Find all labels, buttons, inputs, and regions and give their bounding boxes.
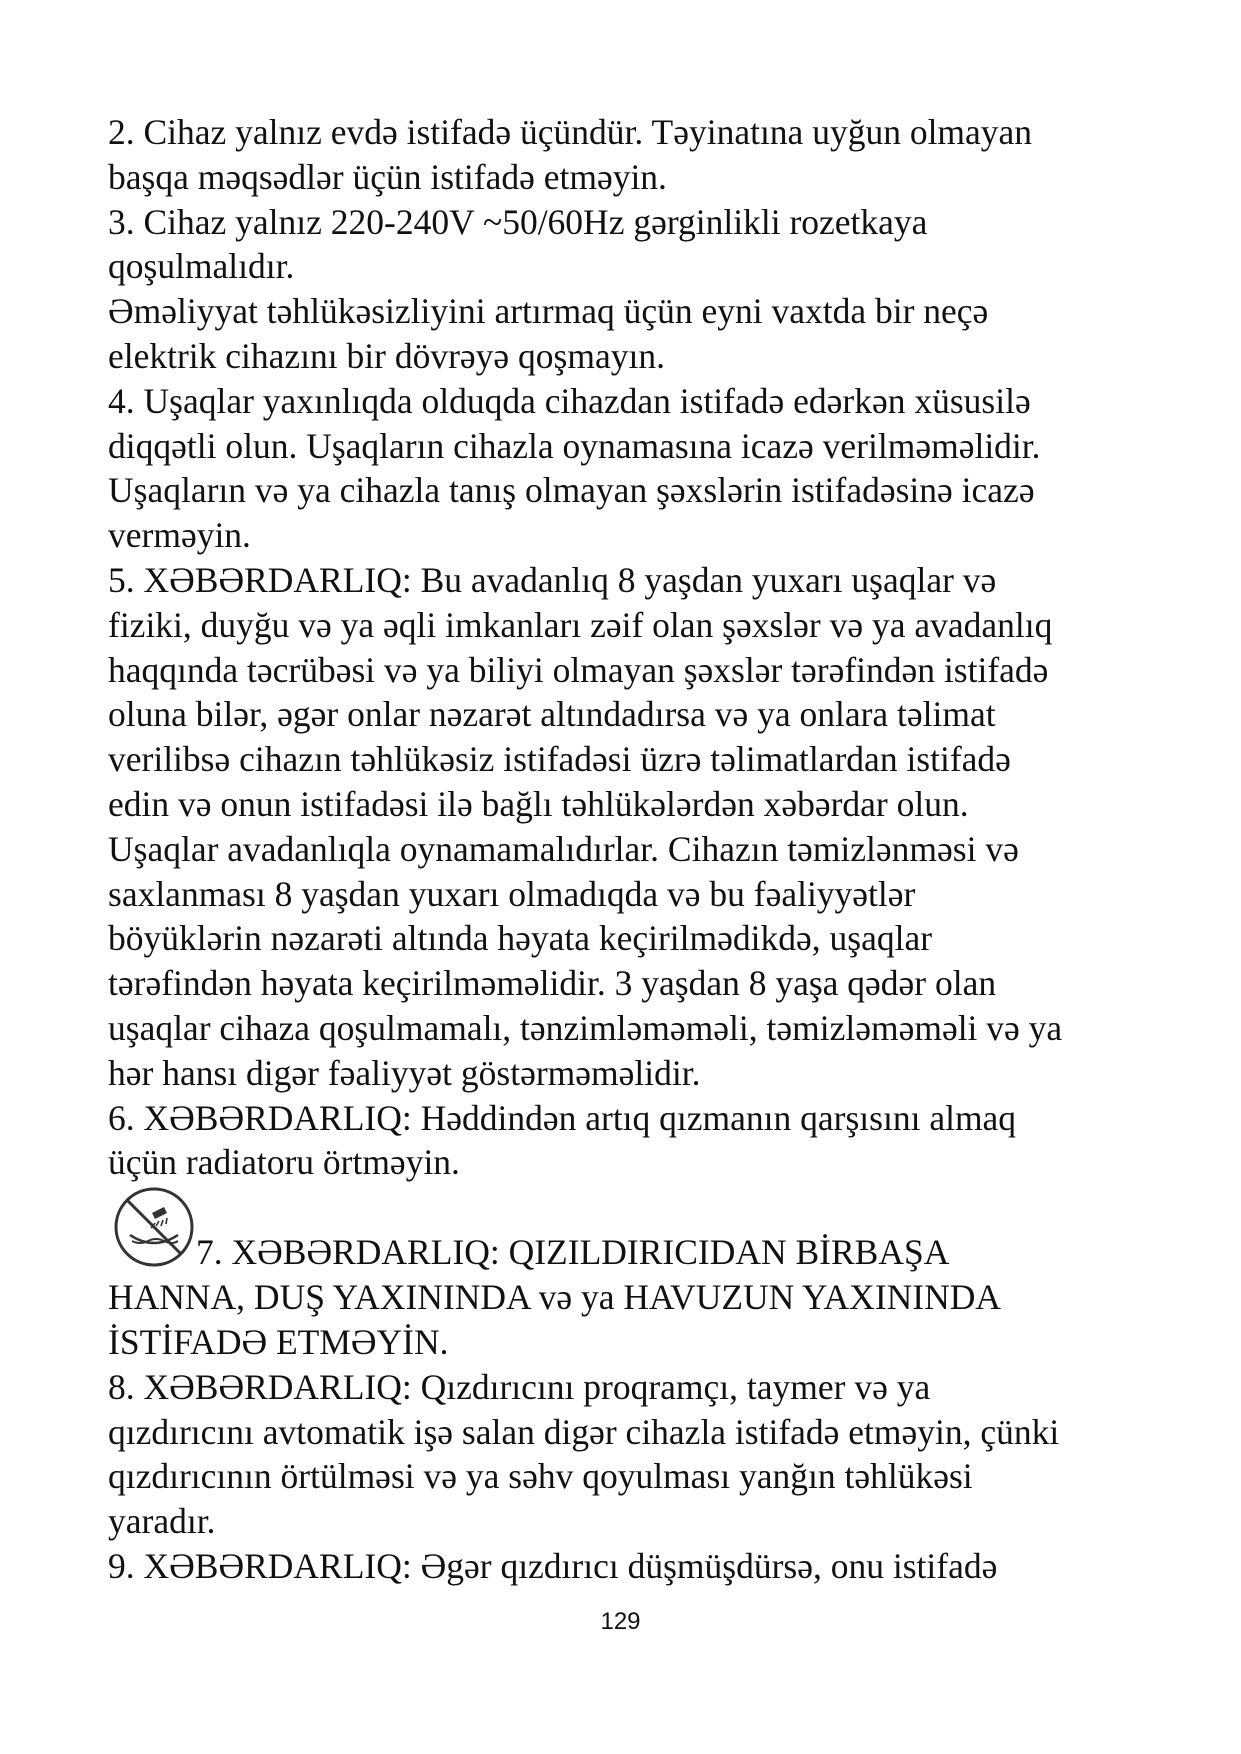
text-line: edin və onun istifadəsi ilə bağlı təhlükələrdən xəbərdar olun.: [108, 783, 969, 824]
text-line: Əməliyyat təhlükəsizliyini artırmaq üçün eyni vaxtda bir neçə: [108, 291, 989, 332]
text-line: saxlanması 8 yaşdan yuxarı olmadıqda və bu fəaliyyətlər: [108, 873, 916, 914]
text-line: Uşaqlar avadanlıqla oynamamalıdırlar. Cihazın təmizlənməsi və: [108, 828, 1019, 869]
text-line: hər hansı digər fəaliyyət göstərməməlidir.: [108, 1052, 701, 1093]
text-line: HANNA, DUŞ YAXININDA və ya HAVUZUN YAXININDA: [108, 1277, 1002, 1318]
text-line: qoşulmalıdır.: [108, 246, 295, 287]
text-line: 8. XƏBƏRDARLIQ: Qızdırıcını proqramçı, taymer və ya: [108, 1366, 931, 1407]
warning-7-block: [108, 1185, 1168, 1275]
text-line: verməyin.: [108, 515, 251, 556]
text-line: tərəfindən həyata keçirilməməlidir. 3 yaşdan 8 yaşa qədər olan: [108, 963, 997, 1004]
no-bath-shower-icon: [112, 1185, 196, 1269]
text-line: fiziki, duyğu və ya əqli imkanları zəif olan şəxslər və ya avadanlıq: [108, 604, 1053, 645]
text-line: 7. XƏBƏRDARLIQ: QIZILDIRICIDAN BİRBAŞA: [196, 1232, 950, 1273]
text-line: oluna bilər, əgər onlar nəzarət altındadırsa və ya onlara təlimat: [108, 694, 996, 735]
text-line: 4. Uşaqlar yaxınlıqda olduqda cihazdan istifadə edərkən xüsusilə: [108, 380, 1031, 421]
text-line: İSTİFADƏ ETMƏYİN.: [108, 1321, 449, 1362]
text-line: başqa məqsədlər üçün istifadə etməyin.: [108, 156, 667, 197]
text-line: uşaqlar cihaza qoşulmamalı, tənzimləməməli, təmizləməməli və ya: [108, 1007, 1063, 1048]
text-line: qızdırıcının örtülməsi və ya səhv qoyulması yanğın təhlükəsi: [108, 1456, 973, 1497]
text-line: böyüklərin nəzarəti altında həyata keçirilmədikdə, uşaqlar: [108, 918, 933, 959]
text-line: 9. XƏBƏRDARLIQ: Əgər qızdırıcı düşmüşdürsə, onu istifadə: [108, 1545, 998, 1586]
text-line: 6. XƏBƏRDARLIQ: Həddindən artıq qızmanın qarşısını almaq: [108, 1097, 1017, 1138]
page-number: 129: [600, 1608, 641, 1635]
text-line: 5. XƏBƏRDARLIQ: Bu avadanlıq 8 yaşdan yuxarı uşaqlar və: [108, 559, 997, 600]
text-line: 3. Cihaz yalnız 220-240V ~50/60Hz gərginlikli rozetkaya: [108, 201, 928, 242]
text-line: 2. Cihaz yalnız evdə istifadə üçündür. Təyinatına uyğun olmayan: [108, 112, 1033, 152]
text-line: verilibsə cihazın təhlükəsiz istifadəsi üzrə təlimatlardan istifadə: [108, 739, 1011, 780]
text-line: haqqında təcrübəsi və ya biliyi olmayan şəxslər tərəfindən istifadə: [108, 649, 1049, 690]
text-line: Uşaqların və ya cihazla tanış olmayan şəxslərin istifadəsinə icazə: [108, 470, 1035, 511]
text-line: qızdırıcını avtomatik işə salan digər cihazla istifadə etməyin, çünki: [108, 1411, 1060, 1452]
text-line: diqqətli olun. Uşaqların cihazla oynamasına icazə verilməməlidir.: [108, 425, 1041, 466]
text-line: üçün radiatoru örtməyin.: [108, 1142, 460, 1183]
instructions-text: [108, 110, 1168, 1589]
text-line: yaradır.: [108, 1501, 216, 1542]
text-line: elektrik cihazını bir dövrəyə qoşmayın.: [108, 335, 665, 376]
